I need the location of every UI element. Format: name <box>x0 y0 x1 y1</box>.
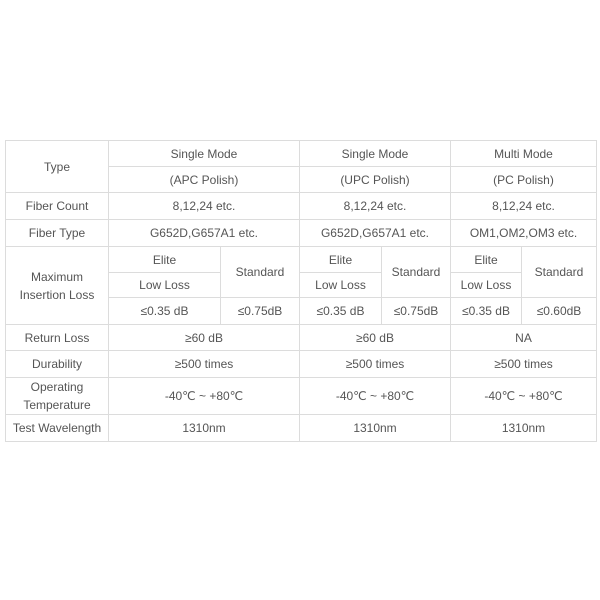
table-cell: 1310nm <box>109 415 300 442</box>
row-label-insertion-loss: Maximum Insertion Loss <box>6 247 109 325</box>
table-cell: 1310nm <box>451 415 597 442</box>
table-row <box>6 415 597 442</box>
table-cell: G652D,G657A1 etc. <box>300 220 451 247</box>
table-cell: ≥500 times <box>451 351 597 378</box>
table-cell: 1310nm <box>300 415 451 442</box>
row-label-fiber-type: Fiber Type <box>6 220 109 247</box>
table-cell: ≥60 dB <box>109 325 300 351</box>
row-label-test-wavelength: Test Wavelength <box>6 415 109 442</box>
table-cell: 8,12,24 etc. <box>451 193 597 220</box>
table-row <box>6 378 597 415</box>
grade-elite-3: Elite <box>451 247 522 273</box>
table-cell: ≥500 times <box>300 351 451 378</box>
table-cell: ≤0.75dB <box>221 298 300 325</box>
table-cell: ≤0.35 dB <box>451 298 522 325</box>
row-label-fiber-count: Fiber Count <box>6 193 109 220</box>
table-cell: -40℃ ~ +80℃ <box>109 378 300 415</box>
grade-elite-2: Elite <box>300 247 382 273</box>
header-polish-3: (PC Polish) <box>451 167 597 193</box>
table-row <box>6 325 597 351</box>
table-row <box>6 193 597 220</box>
row-label-operating-temperature: Operating Temperature <box>6 378 109 415</box>
header-mode-3: Multi Mode <box>451 141 597 167</box>
table-cell: ≥500 times <box>109 351 300 378</box>
table-cell: ≤0.60dB <box>522 298 597 325</box>
row-label-durability: Durability <box>6 351 109 378</box>
header-polish-1: (APC Polish) <box>109 167 300 193</box>
grade-low-loss-2: Low Loss <box>300 273 382 298</box>
table-row <box>6 220 597 247</box>
grade-elite-1: Elite <box>109 247 221 273</box>
header-polish-2: (UPC Polish) <box>300 167 451 193</box>
table-cell: 8,12,24 etc. <box>300 193 451 220</box>
grade-standard-3: Standard <box>522 247 597 298</box>
table-row <box>6 141 597 167</box>
table-cell: -40℃ ~ +80℃ <box>451 378 597 415</box>
header-mode-2: Single Mode <box>300 141 451 167</box>
table-cell: G652D,G657A1 etc. <box>109 220 300 247</box>
header-mode-1: Single Mode <box>109 141 300 167</box>
table-row <box>6 247 597 273</box>
table-cell: NA <box>451 325 597 351</box>
table-row <box>6 351 597 378</box>
spec-table <box>5 140 597 442</box>
table-cell: OM1,OM2,OM3 etc. <box>451 220 597 247</box>
grade-low-loss-3: Low Loss <box>451 273 522 298</box>
table-cell: ≤0.75dB <box>382 298 451 325</box>
table-cell: ≤0.35 dB <box>300 298 382 325</box>
grade-standard-1: Standard <box>221 247 300 298</box>
table-cell: ≥60 dB <box>300 325 451 351</box>
grade-low-loss-1: Low Loss <box>109 273 221 298</box>
table-cell: 8,12,24 etc. <box>109 193 300 220</box>
grade-standard-2: Standard <box>382 247 451 298</box>
table-cell: ≤0.35 dB <box>109 298 221 325</box>
type-label: Type <box>6 141 109 193</box>
row-label-return-loss: Return Loss <box>6 325 109 351</box>
table-cell: -40℃ ~ +80℃ <box>300 378 451 415</box>
